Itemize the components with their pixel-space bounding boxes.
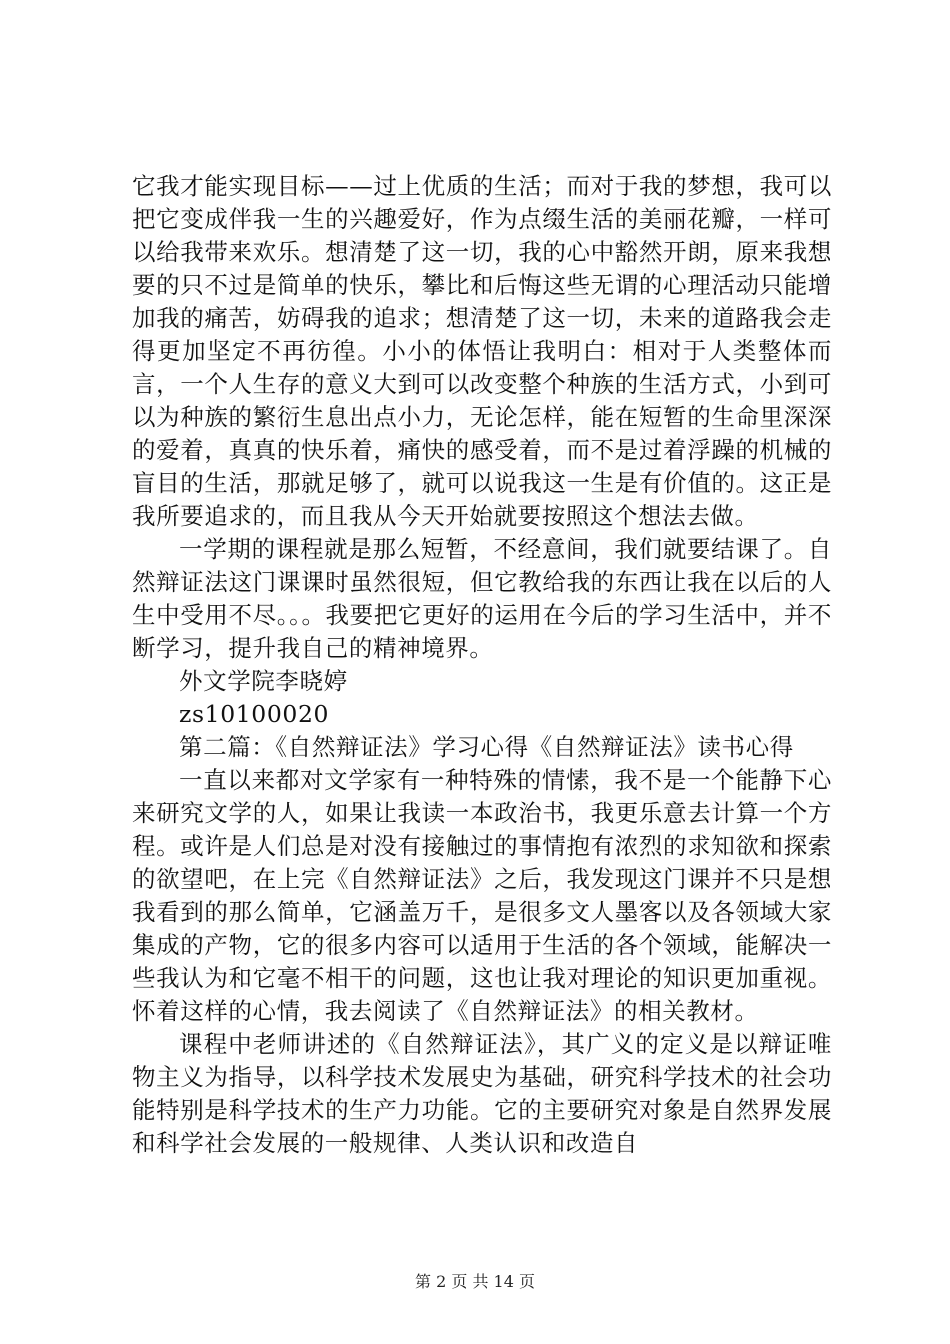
page-footer: 第 2 页 共 14 页 xyxy=(415,1272,535,1291)
paragraph-definition: 课程中老师讲述的《自然辩证法》，其广义的定义是以辩证唯物主义为指导，以科学技术发展史为基础，研究科学技术的社会功能特别是科学技术的生产力功能。它的主要研究对象是自然界发展和科学社会发展的一般规律、人类认识和改造自 xyxy=(132,1030,832,1157)
paragraph-continuation: 它我才能实现目标——过上优质的生活；而对于我的梦想，我可以把它变成伴我一生的兴趣爱好，作为点缀生活的美丽花瓣，一样可以给我带来欢乐。想清楚了这一切，我的心中豁然开朗，原来我想要的只不过是简单的快乐，攀比和后悔这些无谓的心理活动只能增加我的痛苦，妨碍我的追求；想清楚了这一切，未来的道路我会走得更加坚定不再彷徨。小小的体悟让我明白：相对于人类整体而言，一个人生存的意义大到可以改变整个种族的生活方式，小到可以为种族的繁衍生息出点小力，无论怎样，能在短暂的生命里深深的爱着，真真的快乐着，痛快的感受着，而不是过着浮躁的机械的盲目的生活，那就足够了，就可以说我这一生是有价值的。这正是我所要追求的，而且我从今天开始就要按照这个想法去做。 xyxy=(132,172,832,530)
author-affiliation: 外文学院李晓婷 xyxy=(179,667,348,695)
paragraph-introduction: 一直以来都对文学家有一种特殊的情愫，我不是一个能静下心来研究文学的人，如果让我读一本政治书，我更乐意去计算一个方程。或许是人们总是对没有接触过的事情抱有浓烈的求知欲和探索的欲望吧，在上完《自然辩证法》之后，我发现这门课并不只是想我看到的那么简单，它涵盖万千，是很多文人墨客以及各领域大家集成的产物，它的很多内容可以适用于生活的各个领域，能解决一些我认为和它毫不相干的问题，这也让我对理论的知识更加重视。怀着这样的心情，我去阅读了《自然辩证法》的相关教材。 xyxy=(132,766,832,1025)
paragraph-course-ending: 一学期的课程就是那么短暂，不经意间，我们就要结课了。自然辩证法这门课课时虽然很短，但它教给我的东西让我在以后的人生中受用不尽。。。我要把它更好的运用在今后的学习生活中，并不断学习，提升我自己的精神境界。 xyxy=(132,535,832,662)
student-id: zs10100020 xyxy=(179,700,330,728)
document-body xyxy=(132,170,832,1160)
section-heading: 第二篇：《自然辩证法》学习心得《自然辩证法》读书心得 xyxy=(179,733,794,761)
